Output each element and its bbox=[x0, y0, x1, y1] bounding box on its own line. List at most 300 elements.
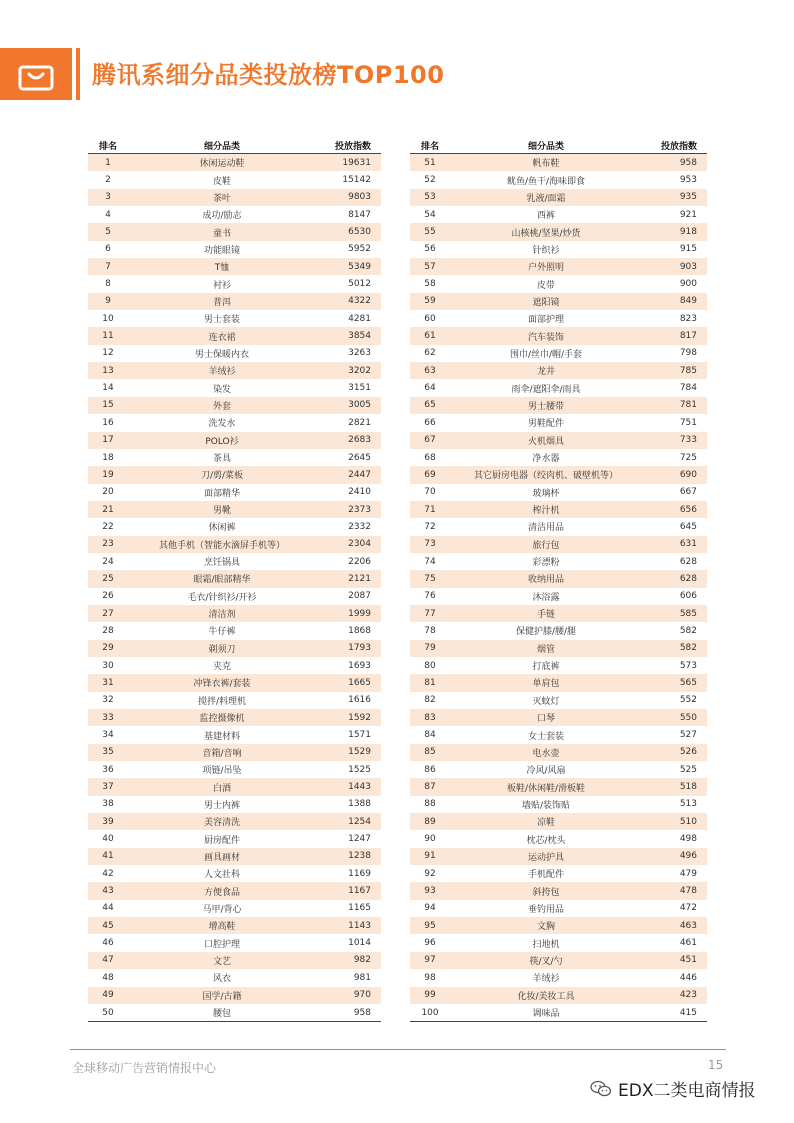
rank-cell: 53 bbox=[410, 189, 450, 206]
value-cell: 2332 bbox=[316, 518, 381, 535]
category-cell: 西裤 bbox=[450, 206, 642, 223]
category-cell: 方便食品 bbox=[128, 882, 316, 899]
category-cell: 外套 bbox=[128, 397, 316, 414]
value-cell: 478 bbox=[642, 882, 707, 899]
category-column-header: 细分品类 bbox=[128, 137, 316, 154]
rank-cell: 79 bbox=[410, 640, 450, 657]
category-cell: 增高鞋 bbox=[128, 917, 316, 934]
rank-cell: 47 bbox=[88, 952, 128, 969]
table-row bbox=[88, 778, 381, 795]
value-cell: 446 bbox=[642, 969, 707, 986]
value-cell: 498 bbox=[642, 830, 707, 847]
rank-cell: 80 bbox=[410, 657, 450, 674]
table-row bbox=[88, 709, 381, 726]
table-row bbox=[88, 154, 381, 172]
value-cell: 751 bbox=[642, 414, 707, 431]
page-number: 15 bbox=[708, 1058, 724, 1072]
header-bag-badge bbox=[0, 48, 72, 100]
category-cell: 男鞋配件 bbox=[450, 414, 642, 431]
value-cell: 656 bbox=[642, 501, 707, 518]
category-cell: 美容清洗 bbox=[128, 813, 316, 830]
value-cell: 3854 bbox=[316, 327, 381, 344]
rank-cell: 46 bbox=[88, 934, 128, 951]
category-cell: 刀/剪/菜板 bbox=[128, 466, 316, 483]
category-cell: 乳液/面霜 bbox=[450, 189, 642, 206]
rank-cell: 63 bbox=[410, 362, 450, 379]
rank-cell: 20 bbox=[88, 484, 128, 501]
value-cell: 784 bbox=[642, 379, 707, 396]
table-row bbox=[410, 206, 707, 223]
table-row bbox=[88, 900, 381, 917]
value-cell: 1616 bbox=[316, 692, 381, 709]
rank-cell: 78 bbox=[410, 622, 450, 639]
rank-cell: 84 bbox=[410, 726, 450, 743]
rank-cell: 97 bbox=[410, 952, 450, 969]
wechat-brand-watermark bbox=[590, 1076, 755, 1101]
table-row bbox=[410, 605, 707, 622]
value-cell: 1388 bbox=[316, 796, 381, 813]
value-cell: 606 bbox=[642, 588, 707, 605]
category-cell: 保健护膝/腰/腿 bbox=[450, 622, 642, 639]
value-cell: 1571 bbox=[316, 726, 381, 743]
category-cell: 清洁用品 bbox=[450, 518, 642, 535]
category-cell: 染发 bbox=[128, 379, 316, 396]
ranking-table-left bbox=[88, 137, 381, 1022]
category-cell: 厨房配件 bbox=[128, 830, 316, 847]
category-cell: 休闲裤 bbox=[128, 518, 316, 535]
category-cell: 风衣 bbox=[128, 969, 316, 986]
table-row bbox=[88, 570, 381, 587]
category-cell: 烟管 bbox=[450, 640, 642, 657]
rank-cell: 69 bbox=[410, 466, 450, 483]
rank-column-header: 排名 bbox=[410, 137, 450, 154]
table-row bbox=[410, 570, 707, 587]
rank-cell: 88 bbox=[410, 796, 450, 813]
table-row bbox=[410, 882, 707, 899]
category-cell: T恤 bbox=[128, 258, 316, 275]
value-cell: 4281 bbox=[316, 310, 381, 327]
value-cell: 953 bbox=[642, 171, 707, 188]
table-row bbox=[410, 379, 707, 396]
table-row bbox=[410, 622, 707, 639]
rank-cell: 23 bbox=[88, 536, 128, 553]
category-cell: 羊绒衫 bbox=[128, 362, 316, 379]
category-cell: 夹克 bbox=[128, 657, 316, 674]
rank-cell: 18 bbox=[88, 449, 128, 466]
category-cell: 女士套装 bbox=[450, 726, 642, 743]
value-cell: 823 bbox=[642, 310, 707, 327]
value-cell: 451 bbox=[642, 952, 707, 969]
rank-cell: 25 bbox=[88, 570, 128, 587]
table-row bbox=[88, 744, 381, 761]
category-cell: 文胸 bbox=[450, 917, 642, 934]
value-cell: 1665 bbox=[316, 674, 381, 691]
rank-cell: 39 bbox=[88, 813, 128, 830]
rank-cell: 81 bbox=[410, 674, 450, 691]
value-cell: 733 bbox=[642, 432, 707, 449]
category-cell: 火机烟具 bbox=[450, 432, 642, 449]
value-column-header: 投放指数 bbox=[316, 137, 381, 154]
rank-cell: 94 bbox=[410, 900, 450, 917]
category-cell: 成功/励志 bbox=[128, 206, 316, 223]
category-cell: 垂钓用品 bbox=[450, 900, 642, 917]
category-cell: 文艺 bbox=[128, 952, 316, 969]
rank-cell: 15 bbox=[88, 397, 128, 414]
value-cell: 3151 bbox=[316, 379, 381, 396]
category-cell: 面部护理 bbox=[450, 310, 642, 327]
category-cell: 围巾/丝巾/帽/手套 bbox=[450, 345, 642, 362]
rank-cell: 57 bbox=[410, 258, 450, 275]
rank-cell: 45 bbox=[88, 917, 128, 934]
value-cell: 2087 bbox=[316, 588, 381, 605]
category-cell: 筷/叉/勺 bbox=[450, 952, 642, 969]
table-row bbox=[88, 553, 381, 570]
value-cell: 958 bbox=[642, 154, 707, 172]
value-cell: 9803 bbox=[316, 189, 381, 206]
category-cell: 化妆/美妆工具 bbox=[450, 987, 642, 1004]
table-row bbox=[88, 934, 381, 951]
category-cell: POLO衫 bbox=[128, 432, 316, 449]
table-row bbox=[410, 778, 707, 795]
value-cell: 463 bbox=[642, 917, 707, 934]
table-row bbox=[410, 362, 707, 379]
category-cell: 功能眼镜 bbox=[128, 241, 316, 258]
category-cell: 电水壶 bbox=[450, 744, 642, 761]
rank-column-header: 排名 bbox=[88, 137, 128, 154]
value-cell: 5952 bbox=[316, 241, 381, 258]
value-cell: 1793 bbox=[316, 640, 381, 657]
table-row bbox=[88, 917, 381, 934]
table-row bbox=[410, 223, 707, 240]
value-cell: 550 bbox=[642, 709, 707, 726]
rank-cell: 30 bbox=[88, 657, 128, 674]
table-row bbox=[88, 882, 381, 899]
table-row bbox=[410, 397, 707, 414]
category-cell: 男士套装 bbox=[128, 310, 316, 327]
category-cell: 凉鞋 bbox=[450, 813, 642, 830]
category-cell: 调味品 bbox=[450, 1004, 642, 1022]
category-cell: 龙井 bbox=[450, 362, 642, 379]
table-row bbox=[88, 379, 381, 396]
rank-cell: 70 bbox=[410, 484, 450, 501]
value-cell: 19631 bbox=[316, 154, 381, 172]
category-cell: 冷风/风扇 bbox=[450, 761, 642, 778]
value-cell: 690 bbox=[642, 466, 707, 483]
rank-cell: 2 bbox=[88, 171, 128, 188]
category-cell: 墙贴/装饰贴 bbox=[450, 796, 642, 813]
category-cell: 男士内裤 bbox=[128, 796, 316, 813]
category-cell: 音箱/音响 bbox=[128, 744, 316, 761]
rank-cell: 42 bbox=[88, 865, 128, 882]
table-row bbox=[410, 813, 707, 830]
value-cell: 525 bbox=[642, 761, 707, 778]
ranking-table-right bbox=[410, 137, 707, 1022]
value-cell: 4322 bbox=[316, 293, 381, 310]
value-cell: 817 bbox=[642, 327, 707, 344]
page-title: 腾讯系细分品类投放榜TOP100 bbox=[92, 61, 445, 89]
category-cell: 男靴 bbox=[128, 501, 316, 518]
value-cell: 1247 bbox=[316, 830, 381, 847]
table-row bbox=[88, 171, 381, 188]
value-cell: 1592 bbox=[316, 709, 381, 726]
table-row bbox=[410, 830, 707, 847]
rank-cell: 9 bbox=[88, 293, 128, 310]
rank-cell: 49 bbox=[88, 987, 128, 1004]
value-cell: 1143 bbox=[316, 917, 381, 934]
table-row bbox=[410, 1004, 707, 1022]
value-cell: 628 bbox=[642, 553, 707, 570]
rank-cell: 17 bbox=[88, 432, 128, 449]
table-row bbox=[88, 327, 381, 344]
rank-cell: 95 bbox=[410, 917, 450, 934]
rank-cell: 14 bbox=[88, 379, 128, 396]
rank-cell: 58 bbox=[410, 275, 450, 292]
value-cell: 5349 bbox=[316, 258, 381, 275]
value-cell: 900 bbox=[642, 275, 707, 292]
value-cell: 510 bbox=[642, 813, 707, 830]
rank-cell: 72 bbox=[410, 518, 450, 535]
table-row bbox=[88, 969, 381, 986]
table-row bbox=[88, 1004, 381, 1022]
value-cell: 565 bbox=[642, 674, 707, 691]
category-cell: 监控摄像机 bbox=[128, 709, 316, 726]
table-row bbox=[88, 605, 381, 622]
table-row bbox=[88, 726, 381, 743]
rank-cell: 68 bbox=[410, 449, 450, 466]
table-row bbox=[88, 830, 381, 847]
table-row bbox=[88, 189, 381, 206]
rank-cell: 38 bbox=[88, 796, 128, 813]
table-row bbox=[88, 223, 381, 240]
rank-cell: 74 bbox=[410, 553, 450, 570]
rank-cell: 91 bbox=[410, 848, 450, 865]
table-row bbox=[88, 813, 381, 830]
rank-cell: 86 bbox=[410, 761, 450, 778]
value-cell: 527 bbox=[642, 726, 707, 743]
table-row bbox=[410, 466, 707, 483]
value-cell: 1165 bbox=[316, 900, 381, 917]
table-row bbox=[88, 432, 381, 449]
table-row bbox=[410, 553, 707, 570]
category-cell: 画具画材 bbox=[128, 848, 316, 865]
table-row bbox=[88, 466, 381, 483]
value-cell: 1443 bbox=[316, 778, 381, 795]
category-cell: 沐浴露 bbox=[450, 588, 642, 605]
value-cell: 903 bbox=[642, 258, 707, 275]
table-row bbox=[410, 744, 707, 761]
table-row bbox=[410, 657, 707, 674]
value-cell: 2821 bbox=[316, 414, 381, 431]
table-row bbox=[410, 345, 707, 362]
value-cell: 1529 bbox=[316, 744, 381, 761]
rank-cell: 87 bbox=[410, 778, 450, 795]
value-cell: 6530 bbox=[316, 223, 381, 240]
value-cell: 518 bbox=[642, 778, 707, 795]
table-row bbox=[88, 588, 381, 605]
value-cell: 1254 bbox=[316, 813, 381, 830]
category-cell: 男士腰带 bbox=[450, 397, 642, 414]
category-cell: 玻璃杯 bbox=[450, 484, 642, 501]
rank-cell: 44 bbox=[88, 900, 128, 917]
table-row bbox=[88, 865, 381, 882]
rank-cell: 21 bbox=[88, 501, 128, 518]
value-cell: 479 bbox=[642, 865, 707, 882]
table-row bbox=[410, 796, 707, 813]
category-cell: 帆布鞋 bbox=[450, 154, 642, 172]
table-row bbox=[88, 674, 381, 691]
category-column-header: 细分品类 bbox=[450, 137, 642, 154]
table-row bbox=[88, 397, 381, 414]
table-row bbox=[410, 900, 707, 917]
value-cell: 1868 bbox=[316, 622, 381, 639]
rank-cell: 41 bbox=[88, 848, 128, 865]
rank-cell: 43 bbox=[88, 882, 128, 899]
table-row bbox=[88, 414, 381, 431]
brand-name: EDX二类电商情报 bbox=[618, 1081, 756, 1101]
value-cell: 2645 bbox=[316, 449, 381, 466]
category-cell: 鱿鱼/鱼干/海味即食 bbox=[450, 171, 642, 188]
category-cell: 国学/古籍 bbox=[128, 987, 316, 1004]
rank-cell: 35 bbox=[88, 744, 128, 761]
table-row bbox=[88, 345, 381, 362]
category-cell: 白酒 bbox=[128, 778, 316, 795]
rank-cell: 62 bbox=[410, 345, 450, 362]
category-cell: 连衣裙 bbox=[128, 327, 316, 344]
rank-cell: 99 bbox=[410, 987, 450, 1004]
value-cell: 423 bbox=[642, 987, 707, 1004]
category-cell: 基建材料 bbox=[128, 726, 316, 743]
rank-cell: 98 bbox=[410, 969, 450, 986]
table-row bbox=[410, 761, 707, 778]
table-row bbox=[410, 987, 707, 1004]
category-cell: 茶叶 bbox=[128, 189, 316, 206]
category-cell: 搅拌/料理机 bbox=[128, 692, 316, 709]
value-cell: 2121 bbox=[316, 570, 381, 587]
category-cell: 单肩包 bbox=[450, 674, 642, 691]
category-cell: 净水器 bbox=[450, 449, 642, 466]
category-cell: 针织衫 bbox=[450, 241, 642, 258]
rank-cell: 29 bbox=[88, 640, 128, 657]
category-cell: 枕芯/枕头 bbox=[450, 830, 642, 847]
value-cell: 921 bbox=[642, 206, 707, 223]
table-row bbox=[88, 518, 381, 535]
table-header-row bbox=[88, 137, 381, 154]
value-cell: 1999 bbox=[316, 605, 381, 622]
value-cell: 781 bbox=[642, 397, 707, 414]
rank-cell: 28 bbox=[88, 622, 128, 639]
category-cell: 榨汁机 bbox=[450, 501, 642, 518]
rank-cell: 1 bbox=[88, 154, 128, 172]
table-row bbox=[88, 258, 381, 275]
rank-cell: 51 bbox=[410, 154, 450, 172]
category-cell: 男士保暖内衣 bbox=[128, 345, 316, 362]
footer-source: 全球移动广告营销情报中心 bbox=[72, 1061, 217, 1075]
category-cell: 遮阳镜 bbox=[450, 293, 642, 310]
category-cell: 扫地机 bbox=[450, 934, 642, 951]
table-row bbox=[88, 362, 381, 379]
table-row bbox=[88, 622, 381, 639]
table-row bbox=[88, 987, 381, 1004]
category-cell: 旅行包 bbox=[450, 536, 642, 553]
table-row bbox=[410, 848, 707, 865]
value-cell: 849 bbox=[642, 293, 707, 310]
category-cell: 收纳用品 bbox=[450, 570, 642, 587]
rank-cell: 85 bbox=[410, 744, 450, 761]
value-cell: 8147 bbox=[316, 206, 381, 223]
value-cell: 2410 bbox=[316, 484, 381, 501]
value-cell: 3005 bbox=[316, 397, 381, 414]
rank-cell: 6 bbox=[88, 241, 128, 258]
category-cell: 山核桃/坚果/炒货 bbox=[450, 223, 642, 240]
value-cell: 573 bbox=[642, 657, 707, 674]
value-cell: 631 bbox=[642, 536, 707, 553]
table-row bbox=[410, 709, 707, 726]
table-row bbox=[410, 692, 707, 709]
rank-cell: 77 bbox=[410, 605, 450, 622]
rank-cell: 96 bbox=[410, 934, 450, 951]
table-row bbox=[410, 640, 707, 657]
category-cell: 冲锋衣裤/套装 bbox=[128, 674, 316, 691]
table-row bbox=[88, 241, 381, 258]
rank-cell: 93 bbox=[410, 882, 450, 899]
rank-cell: 4 bbox=[88, 206, 128, 223]
value-cell: 1693 bbox=[316, 657, 381, 674]
rank-cell: 8 bbox=[88, 275, 128, 292]
table-row bbox=[410, 865, 707, 882]
rank-cell: 60 bbox=[410, 310, 450, 327]
category-cell: 面部精华 bbox=[128, 484, 316, 501]
rank-cell: 82 bbox=[410, 692, 450, 709]
category-cell: 打底裤 bbox=[450, 657, 642, 674]
value-cell: 935 bbox=[642, 189, 707, 206]
table-row bbox=[410, 674, 707, 691]
category-cell: 其他手机（智能水滴屏手机等） bbox=[128, 536, 316, 553]
value-cell: 798 bbox=[642, 345, 707, 362]
table-row bbox=[410, 414, 707, 431]
rank-cell: 54 bbox=[410, 206, 450, 223]
category-cell: 清洁剂 bbox=[128, 605, 316, 622]
table-row bbox=[88, 449, 381, 466]
table-row bbox=[88, 293, 381, 310]
rank-cell: 11 bbox=[88, 327, 128, 344]
rank-cell: 52 bbox=[410, 171, 450, 188]
category-cell: 斜挎包 bbox=[450, 882, 642, 899]
value-cell: 585 bbox=[642, 605, 707, 622]
value-cell: 1525 bbox=[316, 761, 381, 778]
value-cell: 582 bbox=[642, 640, 707, 657]
value-cell: 2373 bbox=[316, 501, 381, 518]
category-cell: 腰包 bbox=[128, 1004, 316, 1022]
table-row bbox=[88, 657, 381, 674]
table-row bbox=[410, 518, 707, 535]
rank-cell: 7 bbox=[88, 258, 128, 275]
rank-cell: 3 bbox=[88, 189, 128, 206]
value-cell: 918 bbox=[642, 223, 707, 240]
category-cell: 洗发水 bbox=[128, 414, 316, 431]
value-cell: 496 bbox=[642, 848, 707, 865]
rank-cell: 22 bbox=[88, 518, 128, 535]
category-cell: 眼霜/眼部精华 bbox=[128, 570, 316, 587]
category-cell: 手链 bbox=[450, 605, 642, 622]
category-cell: 口琴 bbox=[450, 709, 642, 726]
table-row bbox=[88, 206, 381, 223]
value-cell: 1238 bbox=[316, 848, 381, 865]
rank-cell: 48 bbox=[88, 969, 128, 986]
rank-cell: 65 bbox=[410, 397, 450, 414]
rank-cell: 92 bbox=[410, 865, 450, 882]
value-cell: 981 bbox=[316, 969, 381, 986]
rank-cell: 50 bbox=[88, 1004, 128, 1022]
